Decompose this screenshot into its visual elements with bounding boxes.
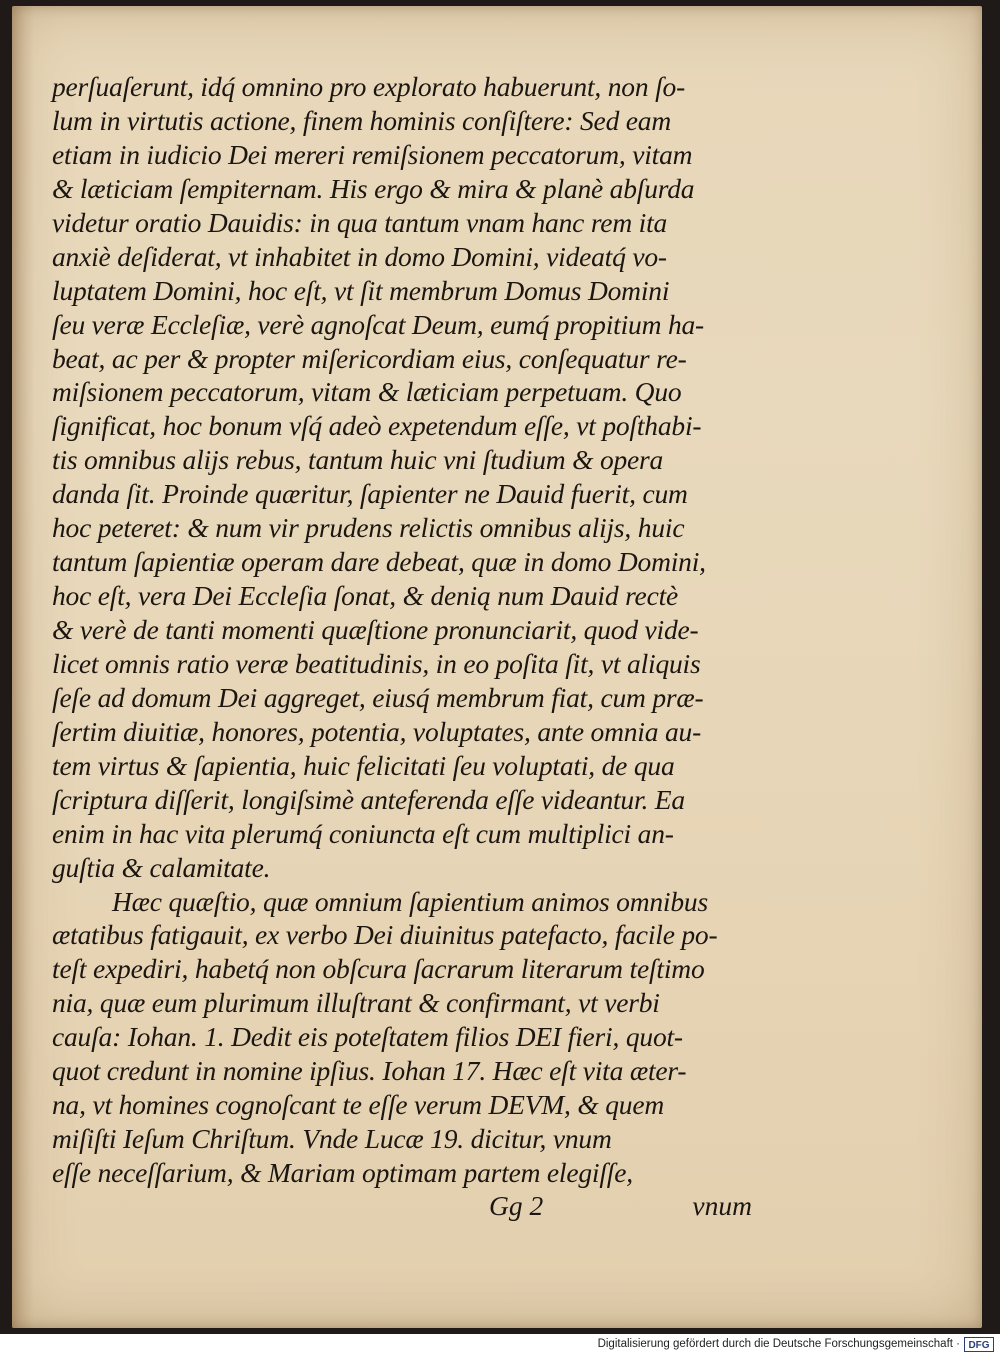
body-text	[52, 70, 752, 1190]
dfg-logo-icon: DFG	[964, 1337, 994, 1352]
text-line: lum in virtutis actione, finem hominis conſiſtere: Sed eam	[52, 104, 672, 136]
text-line: na, vt homines cognoſcant te eſſe verum DEVM, & quem	[52, 1089, 665, 1121]
text-line: videtur oratio Dauidis: in qua tantum vnam hanc rem ita	[52, 206, 668, 238]
text-line: ſeu veræ Eccleſiæ, verè agnoſcat Deum, eumq́ propitium ha-	[52, 308, 704, 340]
signature-mark: Gg 2	[489, 1190, 544, 1221]
text-line: ſeſe ad domum Dei aggreget, eiusq́ membrum fiat, cum præ-	[52, 681, 704, 713]
text-line: licet omnis ratio veræ beatitudinis, in eo poſita ſit, vt aliquis	[52, 647, 701, 679]
text-line: teſt expediri, habetq́ non obſcura ſacrarum literarum teſtimo	[52, 953, 705, 985]
text-line: anxiè deſiderat, vt inhabitet in domo Domini, videatq́ vo-	[52, 240, 667, 272]
text-line: tis omnibus alijs rebus, tantum huic vni ſtudium & opera	[52, 444, 664, 476]
text-line: guſtia & calamitate.	[52, 851, 271, 883]
text-line: & verè de tanti momenti quæſtione pronunciarit, quod vide-	[52, 614, 699, 645]
credit-text: Digitalisierung gefördert durch die Deutsche Forschungsgemeinschaft ·	[597, 1338, 960, 1350]
text-line: ætatibus fatigauit, ex verbo Dei diuinitus patefacto, facile po-	[52, 919, 718, 951]
text-line: eſſe neceſſarium, & Mariam optimam partem elegiſſe,	[52, 1157, 633, 1188]
paragraph-start-line: Hæc quæſtio, quæ omnium ſapientium animos omnibus	[112, 885, 708, 917]
catchword: vnum	[692, 1190, 752, 1221]
text-line: hoc eſt, vera Dei Eccleſia ſonat, & denią num Dauid rectè	[52, 580, 679, 612]
text-line: ſertim diuitiæ, honores, potentia, voluptates, ante omnia au-	[52, 715, 702, 747]
text-line: miſiſti Ieſum Chriſtum. Vnde Lucæ 19. dicitur, vnum	[52, 1123, 612, 1155]
text-line: hoc peteret: & num vir prudens relictis omnibus alijs, huic	[52, 512, 685, 544]
text-line: nia, quæ eum plurimum illuſtrant & confirmant, vt verbi	[52, 987, 660, 1019]
text-line: tantum ſapientiæ operam dare debeat, quæ in domo Domini,	[52, 546, 706, 578]
page-footer	[52, 1190, 752, 1224]
text-line: miſsionem peccatorum, vitam & læticiam perpetuam. Quo	[52, 376, 682, 408]
text-line: danda ſit. Proinde quæritur, ſapienter ne Dauid fuerit, cum	[52, 478, 688, 510]
text-line: perſuaſerunt, idq́ omnino pro explorato habuerunt, non ſo-	[52, 71, 686, 102]
text-line: ſcriptura diſſerit, longiſsimè anteferenda eſſe videantur. Ea	[52, 783, 685, 815]
text-line: quot credunt in nomine ipſius. Iohan 17. Hæc eſt vita æter-	[52, 1055, 687, 1087]
text-line: cauſa: Iohan. 1. Dedit eis poteſtatem filios DEI fieri, quot-	[52, 1021, 683, 1053]
text-line: luptatem Domini, hoc eſt, vt ſit membrum Domus Domini	[52, 274, 670, 306]
text-line: & læticiam ſempiternam. His ergo & mira & planè abſurda	[52, 172, 695, 204]
text-line: enim in hac vita plerumq́ coniuncta eſt cum multiplici an-	[52, 817, 674, 849]
digitization-credit-bar	[0, 1334, 1000, 1356]
text-line: etiam in iudicio Dei mereri remiſsionem peccatorum, vitam	[52, 138, 693, 170]
text-line: ſignificat, hoc bonum vſq́ adeò expetendum eſſe, vt poſthabi-	[52, 410, 702, 442]
text-line: beat, ac per & propter miſericordiam eius, conſequatur re-	[52, 342, 687, 374]
text-line: tem virtus & ſapientia, huic felicitati ſeu voluptati, de qua	[52, 749, 675, 781]
page-gutter-shadow	[12, 6, 34, 1328]
